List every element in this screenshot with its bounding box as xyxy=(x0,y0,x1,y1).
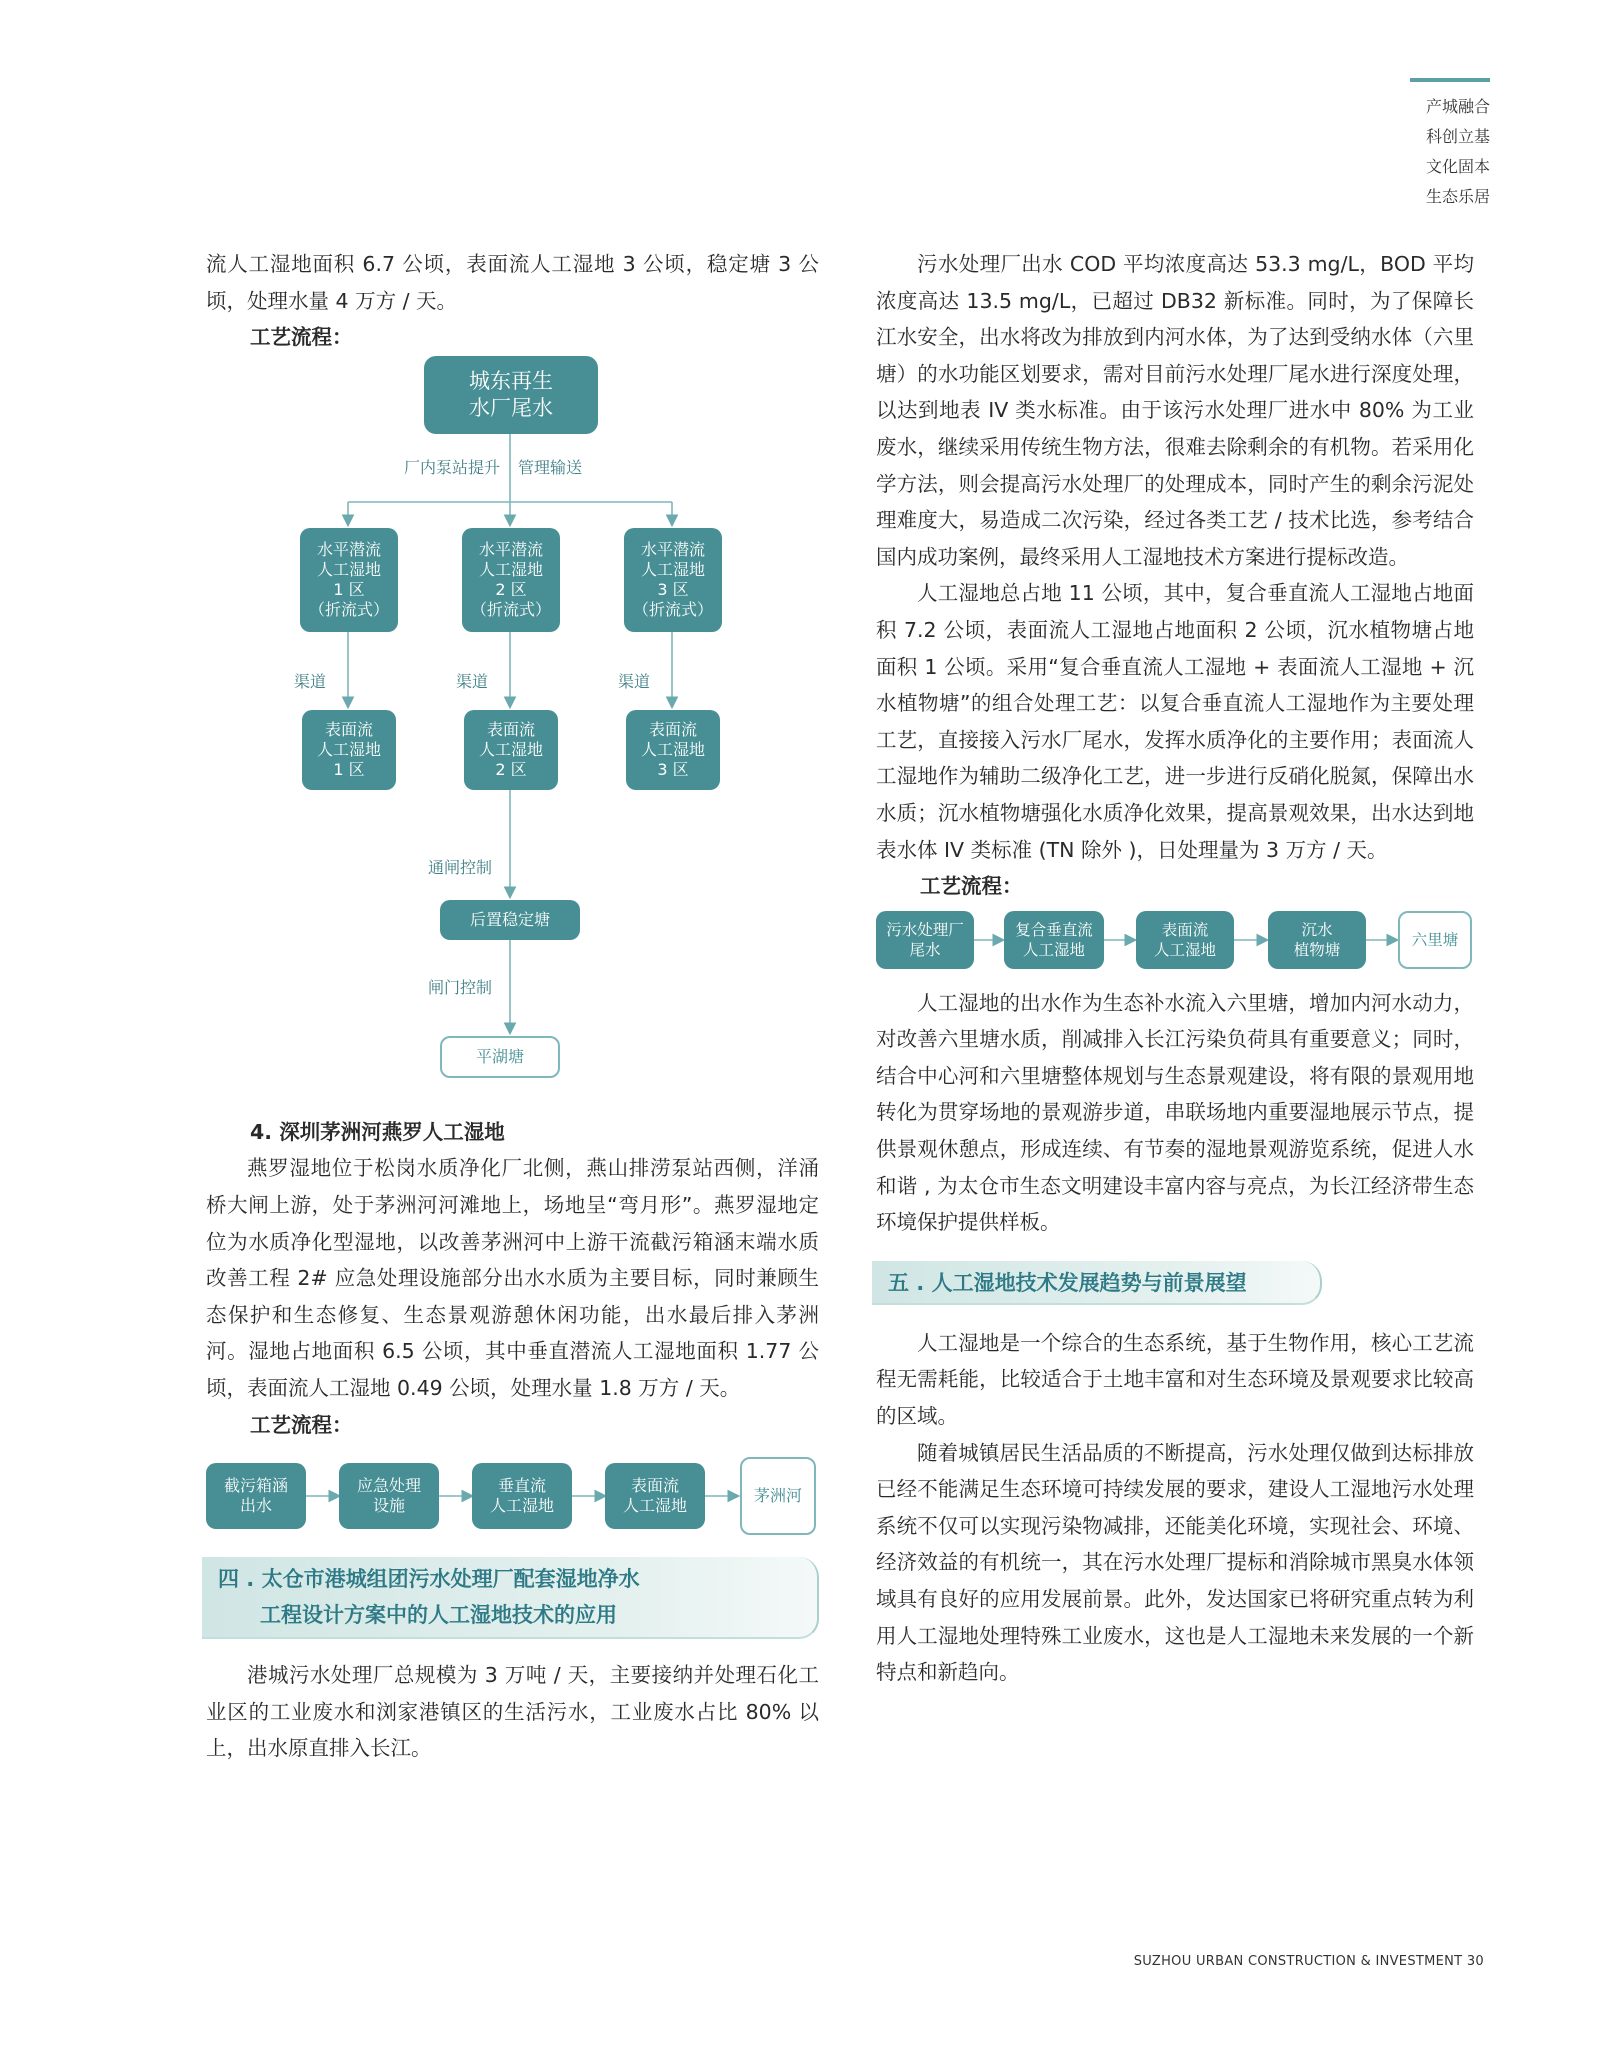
page-footer xyxy=(1134,1954,1484,1969)
right-column xyxy=(876,246,1474,1691)
paragraph-wetland-area: 人工湿地总占地 11 公顷，其中，复合垂直流人工湿地占地面积 7.2 公顷，表面流人工湿地占地面积 2 公顷，沉水植物塘占地面积 1 公顷。采用“复合垂直流人工湿地 + 表面流人工湿地 + 沉水植物塘”的组合处理工艺：以复合垂直流人工湿地作为主要处理工艺，直接接入污水厂尾水，发挥水质净化的主要作用；表面流人工湿地作为辅助二级净化工艺，进一步进行反硝化脱氮，保障出水水质；沉水植物塘强化水质净化效果，提高景观效果，出水达到地表水体 IV 类标准 (TN 除外 )，日处理量为 3 万方 / 天。 xyxy=(876,581,1474,862)
flow-conveyance-label: 管理输送 xyxy=(518,457,583,477)
flow-source-box: 城东再生 水厂尾水 xyxy=(424,356,598,434)
flow-step-surface: 表面流 人工湿地 xyxy=(605,1463,705,1529)
flow-channel-label-3: 渠道 xyxy=(618,671,651,691)
flowchart-chengdong xyxy=(206,356,819,1108)
tagline xyxy=(1410,78,1490,212)
flow-channel-label-1: 渠道 xyxy=(294,671,327,691)
flowchart-taicang xyxy=(876,905,1474,981)
paragraph-outlook: 随着城镇居民生活品质的不断提高，污水处理仅做到达标排放已经不能满足生态环境可持续发展的要求，建设人工湿地污水处理系统不仅可以实现污染物减排，还能美化环境，实现社会、环境、经济效益的有机统一，其在污水处理厂提标和消除城市黑臭水体领域具有良好的应用发展前景。此外，发达国家已将研究重点转为利用人工湿地处理特殊工业废水，这也是人工湿地未来发展的一个新特点和新趋向。 xyxy=(876,1440,1474,1685)
tagline-1: 产城融合 xyxy=(1425,97,1490,116)
paragraph-overview: 人工湿地是一个综合的生态系统，基于生物作用，核心工艺流程无需耗能，比较适合于土地丰富和对生态环境及景观要求比较高的区域。 xyxy=(876,1330,1474,1429)
flow-sluice-label: 闸门控制 xyxy=(428,977,493,997)
process-label-3: 工艺流程： xyxy=(920,874,1023,899)
paragraph-effluent: 污水处理厂出水 COD 平均浓度高达 53.3 mg/L，BOD 平均浓度高达 13.5 mg/L，已超过 DB32 新标准。同时，为了保障长江水安全，出水将改为排放到内河水体，为了达到受纳水体（六里塘）的水功能区划要求，需对目前污水处理厂尾水进行深度处理，以达到地表 IV 类水标准。由于该污水处理厂进水中 80% 为工业废水，继续采用传统生物方法，很难去除剩余的有机物。若采用化学方法，则会提高污水处理厂的处理成本，同时产生的剩余污泥处理难度大，易造成二次污染，经过各类工艺 / 技术比选，参考结合国内成功案例，最终采用人工湿地技术方案进行提标改造。 xyxy=(876,252,1474,569)
section-five-title: 五 . 人工湿地技术发展趋势与前景展望 xyxy=(888,1270,1247,1295)
paragraph-taicang: 港城污水处理厂总规模为 3 万吨 / 天，主要接纳并处理石化工业区的工业废水和浏家港镇区的生活污水，工业废水占比 80% 以上，出水原直排入长江。 xyxy=(206,1663,819,1761)
flow-channel-label-2: 渠道 xyxy=(456,671,489,691)
process-label: 工艺流程： xyxy=(250,325,353,350)
flow-horizontal-zone-1: 水平潜流 人工湿地 1 区 （折流式） xyxy=(300,528,398,632)
flow-step-emergency: 应急处理 设施 xyxy=(339,1463,439,1529)
tagline-3: 文化固本 xyxy=(1425,157,1490,176)
flow-step-compound-vertical: 复合垂直流 人工湿地 xyxy=(1004,911,1104,969)
flow-surface-zone-2: 表面流 人工湿地 2 区 xyxy=(464,710,558,790)
process-label-2: 工艺流程： xyxy=(250,1412,353,1437)
page-number: 30 xyxy=(1466,1954,1484,1969)
left-column xyxy=(206,246,819,1767)
flow-step-surface-flow: 表面流 人工湿地 xyxy=(1136,911,1234,969)
flow-step-culvert: 截污箱涵 出水 xyxy=(206,1463,306,1529)
paragraph-ecological: 人工湿地的出水作为生态补水流入六里塘，增加内河水动力，对改善六里塘水质，削减排入长江污染负荷具有重要意义；同时，结合中心河和六里塘整体规划与生态景观建设，将有限的景观用地转化为贯穿场地的景观游步道，串联场地内重要湿地展示节点，提供景观休憩点，形成连续、有节奏的湿地景观游览系统，促进人水和谐 , 为太仓市生态文明建设丰富内容与亮点，为长江经济带生态环境保护提供样板。 xyxy=(876,990,1474,1235)
flow-step-vertical: 垂直流 人工湿地 xyxy=(472,1463,572,1529)
flow-horizontal-zone-2: 水平潜流 人工湿地 2 区 （折流式） xyxy=(462,528,560,632)
section-five-heading xyxy=(872,1261,1322,1305)
section-four-line2: 工程设计方案中的人工湿地技术的应用 xyxy=(260,1603,617,1628)
footer-publication: SUZHOU URBAN CONSTRUCTION & INVESTMENT xyxy=(1133,1954,1463,1969)
tagline-2: 科创立基 xyxy=(1425,127,1490,146)
flow-outlet-pinghu: 平湖塘 xyxy=(440,1036,560,1078)
flow-surface-zone-3: 表面流 人工湿地 3 区 xyxy=(626,710,720,790)
tagline-4: 生态乐居 xyxy=(1425,187,1490,206)
section-four-line1: 四 . 太仓市港城组团污水处理厂配套湿地净水 xyxy=(218,1567,640,1592)
flow-step-liulitang: 六里塘 xyxy=(1398,911,1472,969)
flow-step-maozhou: 茅洲河 xyxy=(740,1457,816,1535)
flow-gate-control-label: 通闸控制 xyxy=(428,857,493,877)
flow-lift-label: 厂内泵站提升 xyxy=(404,457,501,477)
flow-horizontal-zone-3: 水平潜流 人工湿地 3 区 （折流式） xyxy=(624,528,722,632)
intro-paragraph: 流人工湿地面积 6.7 公顷，表面流人工湿地 3 公顷，稳定塘 3 公顷，处理水量 4 万方 / 天。 xyxy=(206,252,819,313)
heading-yanluo: 4. 深圳茅洲河燕罗人工湿地 xyxy=(250,1119,505,1144)
section-four-heading xyxy=(202,1557,819,1639)
flowchart-yanluo xyxy=(206,1443,819,1551)
flow-step-submerged-pond: 沉水 植物塘 xyxy=(1268,911,1366,969)
flow-stabilization-pond: 后置稳定塘 xyxy=(440,900,580,940)
flow-step-plant-tail: 污水处理厂 尾水 xyxy=(876,911,974,969)
flow-surface-zone-1: 表面流 人工湿地 1 区 xyxy=(302,710,396,790)
paragraph-yanluo: 燕罗湿地位于松岗水质净化厂北侧，燕山排涝泵站西侧，洋涌桥大闸上游，处于茅洲河河滩地上，场地呈“弯月形”。燕罗湿地定位为水质净化型湿地，以改善茅洲河中上游干流截污箱涵末端水质改善工程 2# 应急处理设施部分出水水质为主要目标，同时兼顾生态保护和生态修复、生态景观游憩休闲功能，出水最后排入茅洲河。湿地占地面积 6.5 公顷，其中垂直潜流人工湿地面积 1.77 公顷，表面流人工湿地 0.49 公顷，处理水量 1.8 万方 / 天。 xyxy=(206,1156,819,1400)
